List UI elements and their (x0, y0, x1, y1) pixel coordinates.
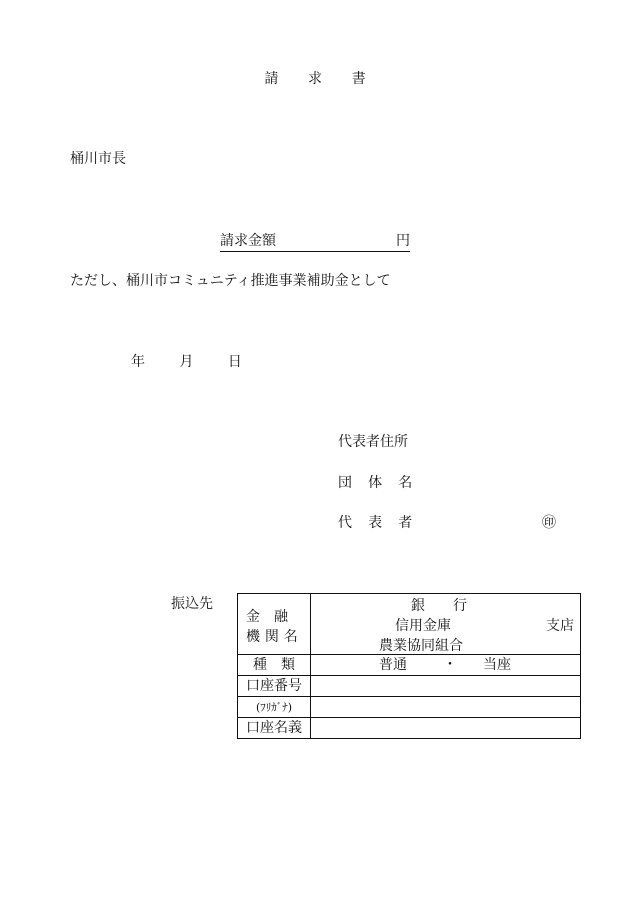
institution-bank: 銀 行 (411, 598, 467, 614)
transfer-destination-label: 振込先 (171, 596, 213, 612)
date-day: 日 (227, 354, 242, 370)
furigana-header: (ﾌﾘｶﾞﾅ) (238, 697, 311, 718)
date-year: 年 (131, 354, 145, 370)
institution-field[interactable] (311, 594, 581, 655)
amount-row (220, 234, 410, 252)
seal-mark: ㊞ (542, 515, 556, 531)
account-name-header: 口座名義 (238, 718, 311, 739)
account-number-field[interactable] (311, 676, 581, 697)
furigana-field[interactable] (311, 697, 581, 718)
institution-header (238, 594, 311, 655)
account-type-normal: 普通 (379, 657, 407, 673)
account-type-header: 種 類 (238, 655, 311, 676)
bank-info-table (237, 593, 581, 739)
account-type-field[interactable] (311, 655, 581, 676)
account-name-field[interactable] (311, 718, 581, 739)
account-number-header: 口座番号 (238, 676, 311, 697)
document-title: 請 求 書 (264, 71, 379, 87)
institution-header-line2: 機関名 (246, 629, 303, 645)
date-month: 月 (179, 354, 194, 370)
date-line (131, 355, 242, 369)
institution-nokyo: 農業協同組合 (379, 638, 463, 654)
amount-label: 請求金額 (220, 233, 276, 249)
organization-name-label: 団体名 (338, 475, 429, 491)
institution-header-line1: 金 融 (246, 609, 288, 625)
addressee: 桶川市長 (70, 151, 126, 167)
account-type-current: 当座 (483, 657, 511, 673)
institution-branch: 支店 (546, 618, 574, 634)
account-type-separator: ・ (443, 657, 457, 673)
purpose-text: ただし、桶川市コミュニティ推進事業補助金として (70, 273, 391, 289)
representative-label: 代表者 (338, 515, 429, 531)
amount-unit: 円 (396, 233, 410, 249)
institution-shinkin: 信用金庫 (395, 618, 451, 634)
representative-address-label: 代表者住所 (338, 434, 408, 450)
